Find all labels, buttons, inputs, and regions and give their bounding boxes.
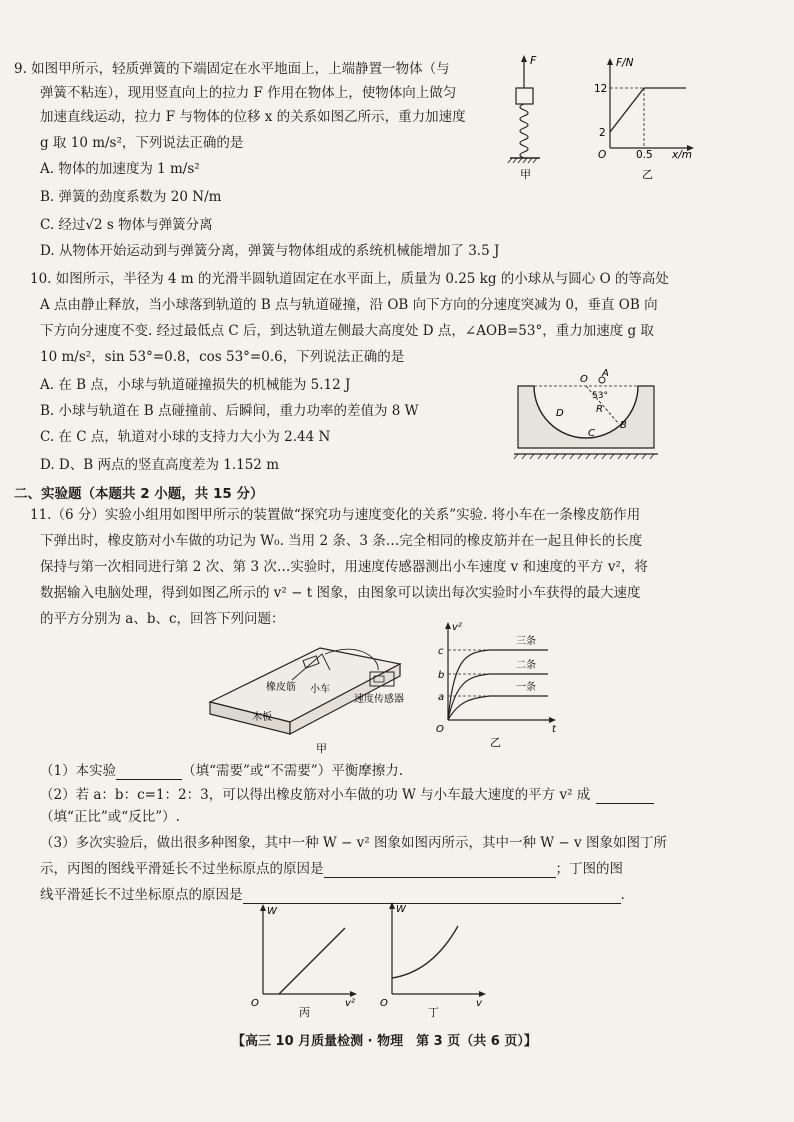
q11-bing-ylabel: W bbox=[267, 906, 277, 917]
section-2-heading: 二、实验题（本题共 2 小题，共 15 分） bbox=[14, 486, 264, 502]
q11-bing-origin: O bbox=[251, 998, 259, 1009]
q10-line1: 10. 如图所示，半径为 4 m 的光滑半圆轨道固定在水平面上，质量为 0.25 kg 的小球从与圆心 O 的等高处 bbox=[30, 271, 669, 287]
q10-option-d: D. D、B 两点的竖直高度差为 1.152 m bbox=[40, 457, 279, 473]
q11-part2-hint: （填“正比”或“反比”）. bbox=[40, 809, 180, 825]
q11-part3-answer-blank-1[interactable] bbox=[324, 863, 556, 878]
q11-yi-xlabel: t bbox=[552, 724, 556, 735]
q11-line1: 11.（6 分）实验小组用如图甲所示的装置做“探究功与速度变化的关系”实验. 将小车在一条橡皮筋作用 bbox=[30, 507, 641, 523]
q11-yi-series-1: 一条 bbox=[516, 682, 536, 693]
q11-bing-caption: 丙 bbox=[299, 1006, 310, 1019]
q10-option-b: B. 小球与轨道在 B 点碰撞前、后瞬间，重力功率的差值为 8 W bbox=[40, 403, 419, 419]
q11-part1-text-b: （填“需要”或“不需要”）平衡摩擦力. bbox=[182, 763, 403, 779]
q11-part2-text-a: （2）若 a：b：c=1：2：3，可以得出橡皮筋对小车做的功 W 与小车最大速度的平方 v² 成 bbox=[40, 787, 591, 803]
q11-figure-jia bbox=[200, 640, 430, 760]
q11-jia-board-label: 木板 bbox=[252, 712, 272, 723]
q9-yi-tick-0.5: 0.5 bbox=[636, 149, 653, 161]
q11-yi-tick-b: b bbox=[438, 670, 445, 681]
q11-figure-ding bbox=[378, 898, 498, 1020]
q11-yi-series-2: 二条 bbox=[516, 660, 536, 671]
q10-fig-angle: 53° bbox=[592, 391, 608, 401]
q11-yi-origin: O bbox=[436, 724, 444, 735]
q9-option-c: C. 经过√2 s 物体与弹簧分离 bbox=[40, 217, 213, 233]
q10-fig-D: D bbox=[556, 408, 564, 419]
q10-line2: A 点由静止释放，当小球落到轨道的 B 点与轨道碰撞，沿 OB 向下方向的分速度突减为 0，垂直 OB 向 bbox=[40, 297, 658, 313]
q10-option-a: A. 在 B 点，小球与轨道碰撞损失的机械能为 5.12 J bbox=[40, 377, 351, 393]
q11-part1-text-a: （1）本实验 bbox=[40, 763, 117, 779]
q9-yi-xlabel: x/m bbox=[672, 149, 692, 161]
q9-yi-tick-12: 12 bbox=[594, 83, 608, 95]
q10-fig-A: A bbox=[602, 368, 609, 379]
q10-fig-C: C bbox=[588, 428, 595, 439]
page-footer: 【高三 10 月质量检测 · 物理 第 3 页（共 6 页）】 bbox=[232, 1034, 537, 1049]
q10-line3: 下方向分速度不变. 经过最低点 C 后，到达轨道左侧最大高度处 D 点，∠AOB=53°，重力加速度 g 取 bbox=[40, 323, 654, 339]
q10-line4: 10 m/s²，sin 53°=0.8，cos 53°=0.6，下列说法正确的是 bbox=[40, 349, 405, 365]
q9-figure-jia bbox=[500, 52, 550, 182]
q11-yi-tick-c: c bbox=[438, 646, 444, 657]
q9-yi-origin: O bbox=[598, 149, 607, 161]
q10-fig-B: B bbox=[620, 420, 627, 431]
q9-option-d: D. 从物体开始运动到与弹簧分离，弹簧与物体组成的系统机械能增加了 3.5 J bbox=[40, 243, 500, 259]
q9-line2: 弹簧不粘连），现用竖直向上的拉力 F 作用在物体上，使物体向上做匀 bbox=[40, 85, 457, 101]
q9-figure-yi bbox=[590, 52, 700, 182]
q11-part3-line2 bbox=[40, 860, 623, 878]
q11-part3-text-d: 线平滑延长不过坐标原点的原因是 bbox=[40, 887, 243, 903]
q9-option-b: B. 弹簧的劲度系数为 20 N/m bbox=[40, 189, 222, 205]
q11-line2: 下弹出时，橡皮筋对小车做的功记为 W₀. 当用 2 条、3 条…完全相同的橡皮筋并在一起且伸长的长度 bbox=[40, 533, 643, 549]
q9-option-a: A. 物体的加速度为 1 m/s² bbox=[40, 161, 200, 177]
q11-part3-text-c: ；丁图的图 bbox=[555, 861, 623, 877]
q11-bing-xlabel: v² bbox=[345, 998, 355, 1009]
q11-jia-rubber-label: 橡皮筋 bbox=[266, 682, 296, 693]
q9-line1: 9. 如图甲所示，轻质弹簧的下端固定在水平地面上，上端静置一物体（与 bbox=[14, 61, 450, 77]
q11-part3-line1: （3）多次实验后，做出很多种图象，其中一种 W − v² 图象如图丙所示，其中一种 W − v 图象如图丁所 bbox=[40, 835, 667, 851]
q10-figure-track bbox=[510, 360, 660, 460]
q11-yi-caption: 乙 bbox=[490, 736, 501, 749]
q11-figure-bing bbox=[245, 902, 365, 1020]
q11-part3-text-b: 示，丙图的图线平滑延长不过坐标原点的原因是 bbox=[40, 861, 324, 877]
q11-figure-yi bbox=[428, 620, 568, 750]
q11-part1 bbox=[40, 762, 403, 780]
q9-jia-caption: 甲 bbox=[520, 168, 531, 181]
q11-jia-sensor-label: 速度传感器 bbox=[354, 694, 404, 705]
q10-option-c: C. 在 C 点，轨道对小球的支持力大小为 2.44 N bbox=[40, 429, 331, 445]
q9-line3: 加速直线运动，拉力 F 与物体的位移 x 的关系如图乙所示，重力加速度 bbox=[40, 109, 466, 125]
q11-line4: 数据输入电脑处理，得到如图乙所示的 v² − t 图象，由图象可以读出每次实验时小车获得的最大速度 bbox=[40, 585, 641, 601]
q9-yi-ylabel: F/N bbox=[616, 57, 634, 69]
q11-yi-tick-a: a bbox=[438, 692, 445, 703]
q9-yi-tick-2: 2 bbox=[599, 127, 606, 139]
q11-ding-xlabel: v bbox=[476, 998, 482, 1009]
q11-ding-origin: O bbox=[380, 998, 388, 1009]
q11-ding-caption: 丁 bbox=[428, 1006, 439, 1019]
q11-jia-car-label: 小车 bbox=[310, 684, 330, 695]
q9-jia-F-label: F bbox=[530, 54, 537, 67]
q11-line3: 保持与第一次相同进行第 2 次、第 3 次…实验时，用速度传感器测出小车速度 v 和速度的平方 v²，将 bbox=[40, 559, 648, 575]
q11-yi-series-3: 三条 bbox=[516, 636, 536, 647]
q11-ding-ylabel: W bbox=[396, 904, 406, 915]
q9-yi-caption: 乙 bbox=[642, 168, 653, 181]
q10-fig-O: O bbox=[580, 374, 588, 385]
q9-line4: g 取 10 m/s²，下列说法正确的是 bbox=[40, 135, 244, 151]
q11-part3-text-e: . bbox=[620, 887, 625, 903]
q10-fig-R: R bbox=[596, 404, 603, 415]
q11-part2-answer-blank[interactable] bbox=[596, 789, 654, 804]
q11-line5: 的平方分别为 a、b、c，回答下列问题： bbox=[40, 611, 285, 627]
q11-part1-answer-blank[interactable] bbox=[116, 765, 182, 780]
q11-part2 bbox=[40, 786, 654, 804]
q11-yi-ylabel: v² bbox=[452, 622, 462, 633]
q11-jia-caption: 甲 bbox=[316, 742, 327, 755]
